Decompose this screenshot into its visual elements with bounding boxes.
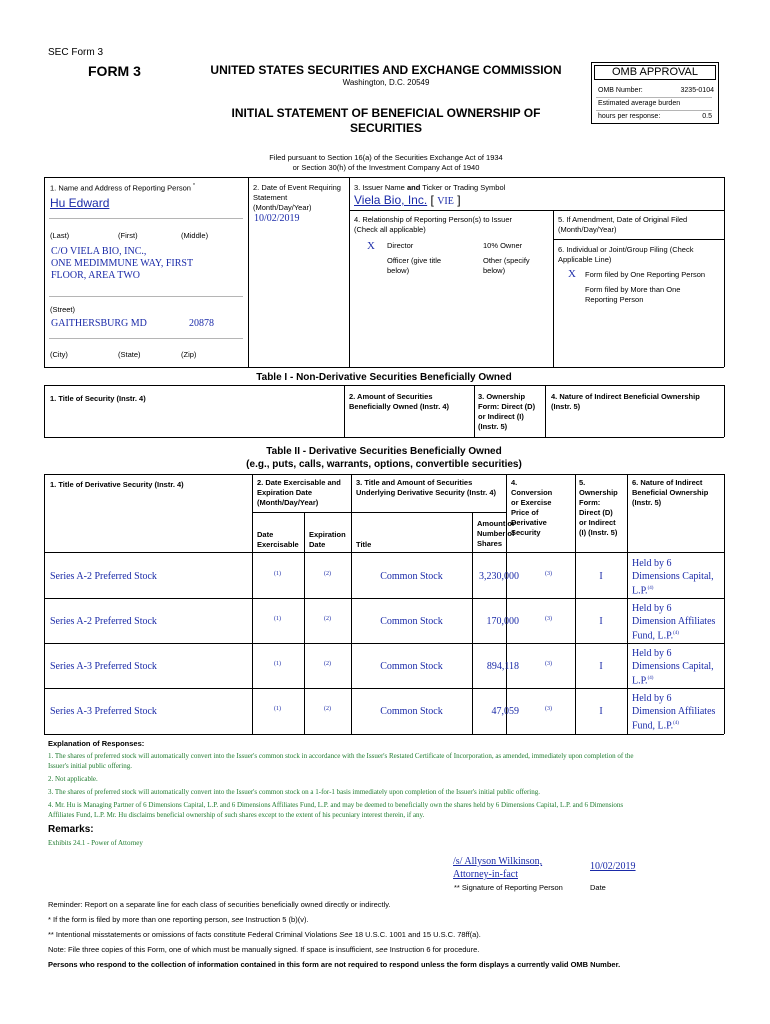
row-form: I	[599, 661, 603, 672]
file-copies-note: Note: File three copies of this Form, one of which must be manually signed. If space is insufficient, see Instruction 6 for procedure.	[48, 945, 480, 954]
row-title: Series A-3 Preferred Stock	[50, 661, 157, 672]
table2-col-conversion: 4. Conversion or Exercise Price of Derivative Security	[511, 478, 553, 537]
table2-col-expiration: Expiration Date	[309, 530, 346, 549]
form-title: FORM 3	[88, 63, 141, 79]
table2-col-underlying-title: Title	[356, 540, 372, 549]
reporting-person-name[interactable]: Hu Edward	[50, 196, 110, 210]
signature-date-label: Date	[590, 883, 606, 892]
row-form: I	[599, 571, 603, 582]
row-exercisable-fn: (1)	[274, 616, 281, 622]
row-amount: 3,230,000	[479, 571, 519, 582]
row-conversion-fn: (3)	[545, 616, 552, 622]
director-check: X	[367, 240, 375, 252]
omb-number-value: 3235-0104	[680, 87, 714, 94]
reporting-person-label: 1. Name and Address of Reporting Person *	[50, 183, 195, 193]
table2-col-nature: 6. Nature of Indirect Beneficial Ownership (Instr. 5)	[632, 478, 709, 507]
table2-col-amount: Amount or Number of Shares	[477, 519, 515, 548]
row-amount: 47,059	[491, 706, 519, 717]
omb-approval-title: OMB APPROVAL	[594, 65, 716, 80]
issuer-name-ticker: Viela Bio, Inc. [ VIE ]	[354, 193, 461, 207]
row-nature: Held by 6 Dimensions Capital, L.P.$^{(4)}$	[632, 648, 714, 687]
signature-date-value: 10/02/2019	[590, 861, 636, 872]
other-label: Other (specify below)	[483, 256, 530, 275]
table1-col-nature: 4. Nature of Indirect Beneficial Ownership (Instr. 5)	[551, 392, 700, 411]
table2-col-dates: 2. Date Exercisable and Expiration Date (Month/Day/Year)	[257, 478, 341, 507]
footnote-single-star: * If the form is filed by more than one reporting person, see Instruction 5 (b)(v).	[48, 915, 309, 924]
row-exercisable-fn: (1)	[274, 571, 281, 577]
omb-hours-value: 0.5	[702, 113, 712, 120]
footnote-1: 1. The shares of preferred stock will automatically convert into the Issuer's common stock in accordance with the Issuer's Restated Certificate of Incorporation, as amended, immediately upon completion of the Issuer's initial public offering.	[48, 752, 634, 770]
row-expiration-fn: (2)	[324, 706, 331, 712]
table2-col-underlying: 3. Title and Amount of Securities Underlying Derivative Security (Instr. 4)	[356, 478, 497, 497]
row-conversion-fn: (3)	[545, 661, 552, 667]
row-title: Series A-3 Preferred Stock	[50, 706, 157, 717]
state-label: (State)	[118, 350, 141, 359]
footer-notes	[48, 897, 620, 972]
street-label: (Street)	[50, 305, 76, 314]
first-label: (First)	[118, 231, 138, 240]
row-security: Common Stock	[380, 706, 443, 717]
table1-col-ownership: 3. Ownership Form: Direct (D) or Indirect (I) (Instr. 5)	[478, 392, 536, 431]
row-title: Series A-2 Preferred Stock	[50, 571, 157, 582]
address-block	[51, 246, 193, 282]
row-exercisable-fn: (1)	[274, 661, 281, 667]
address-line1: C/O VIELA BIO, INC.,	[51, 246, 147, 257]
table2-col-ownership: 5. Ownership Form: Direct (D) or Indirect (I) (Instr. 5)	[579, 478, 618, 537]
row-nature: Held by 6 Dimension Affiliates Fund, L.P.$^{(4)}$	[632, 693, 716, 732]
table1-title: Table I - Non-Derivative Securities Beneficially Owned	[256, 372, 512, 383]
relationship-label: 4. Relationship of Reporting Person(s) to Issuer (Check all applicable)	[354, 215, 512, 234]
explanation-footnotes	[48, 751, 724, 820]
sec-form-label: SEC Form 3	[48, 47, 104, 58]
address-line2: ONE MEDIMMUNE WAY, FIRST	[51, 258, 194, 269]
last-label: (Last)	[50, 231, 70, 240]
row-security: Common Stock	[380, 661, 443, 672]
row-expiration-fn: (2)	[324, 571, 331, 577]
reminder-text: Reminder: Report on a separate line for each class of securities beneficially owned directly or indirectly.	[48, 900, 391, 909]
table2-title: Table II - Derivative Securities Beneficially Owned (e.g., puts, calls, warrants, options, convertible securities)	[246, 446, 522, 470]
row-form: I	[599, 616, 603, 627]
filed-pursuant-line2: or Section 30(h) of the Investment Company Act of 1940	[292, 163, 480, 172]
row-amount: 170,000	[486, 616, 519, 627]
row-amount: 894,118	[486, 661, 519, 672]
table2-col-date-exercisable: Date Exercisable	[257, 530, 299, 549]
row-conversion-fn: (3)	[545, 706, 552, 712]
event-date-value: 10/02/2019	[254, 213, 300, 224]
amendment-label: 5. If Amendment, Date of Original Filed (Month/Day/Year)	[558, 215, 688, 234]
footnote-4: 4. Mr. Hu is Managing Partner of 6 Dimensions Capital, L.P. and 6 Dimensions Affiliates Fund, L.P. and may be deemed to beneficially own the shares held by 6 Dimensions Capital, L.P. and 6 Dimensions Affiliates Fund, L.P. Mr. Hu disclaims beneficial ownership of such shares except to the extent of his pecuniary interest therein, if any.	[48, 801, 624, 819]
row-nature: Held by 6 Dimensions Capital, L.P.$^{(4)}$	[632, 558, 714, 597]
row-title: Series A-2 Preferred Stock	[50, 616, 157, 627]
ten-percent-owner-label: 10% Owner	[483, 241, 523, 250]
officer-label: Officer (give title below)	[387, 256, 442, 275]
row-security: Common Stock	[380, 571, 443, 582]
commission-title: UNITED STATES SECURITIES AND EXCHANGE COMMISSION	[210, 63, 562, 77]
omb-number-label: OMB Number:	[598, 87, 643, 94]
issuer-name-link[interactable]: Viela Bio, Inc.	[354, 193, 428, 207]
issuer-label: 3. Issuer Name and Ticker or Trading Symbol	[354, 183, 506, 192]
omb-burden-label: Estimated average burden	[598, 100, 681, 107]
omb-approval-box	[591, 62, 719, 124]
row-form: I	[599, 706, 603, 717]
director-label: Director	[387, 241, 414, 250]
statement-title-line2: SECURITIES	[349, 121, 422, 135]
filed-pursuant-line1: Filed pursuant to Section 16(a) of the Securities Exchange Act of 1934	[269, 153, 503, 162]
zip-value: 20878	[189, 318, 214, 329]
footnote-2: 2. Not applicable.	[48, 775, 98, 783]
more-reporting-persons-label: Form filed by More than One Reporting Person	[585, 285, 681, 304]
filing-type-label: 6. Individual or Joint/Group Filing (Check Applicable Line)	[558, 245, 694, 264]
row-conversion-fn: (3)	[545, 571, 552, 577]
table1-col-amount: 2. Amount of Securities Beneficially Owned (Instr. 4)	[349, 392, 450, 411]
signature-value[interactable]: /s/ Allyson Wilkinson, Attorney-in-fact	[453, 856, 543, 880]
remarks-title: Remarks:	[48, 824, 94, 835]
city-state-value: GAITHERSBURG MD	[51, 318, 147, 329]
explanation-title: Explanation of Responses:	[48, 739, 145, 748]
commission-location: Washington, D.C. 20549	[342, 78, 430, 87]
address-line3: FLOOR, AREA TWO	[51, 270, 140, 281]
footnote-3: 3. The shares of preferred stock will automatically convert into the Issuer's common stock on a 1-for-1 basis immediately upon completion of the Issuer's initial public offering.	[48, 788, 540, 796]
row-expiration-fn: (2)	[324, 661, 331, 667]
table1-col-title: 1. Title of Security (Instr. 4)	[50, 394, 146, 403]
middle-label: (Middle)	[181, 231, 209, 240]
zip-label: (Zip)	[181, 350, 197, 359]
row-nature: Held by 6 Dimension Affiliates Fund, L.P.$^{(4)}$	[632, 603, 716, 642]
signature-label: ** Signature of Reporting Person	[454, 883, 563, 892]
footnote-double-star: ** Intentional misstatements or omissions of facts constitute Federal Criminal Violations See 18 U.S.C. 1001 and 15 U.S.C. 78ff(a).	[48, 930, 481, 939]
statement-title-line1: INITIAL STATEMENT OF BENEFICIAL OWNERSHIP OF	[231, 106, 541, 120]
table2-col-title: 1. Title of Derivative Security (Instr. 4)	[50, 480, 184, 489]
omb-disclaimer: Persons who respond to the collection of information contained in this form are not required to respond unless the form displays a currently valid OMB Number.	[48, 960, 621, 969]
one-reporting-person-label: Form filed by One Reporting Person	[585, 270, 706, 279]
row-expiration-fn: (2)	[324, 616, 331, 622]
ticker-value: VIE	[437, 196, 454, 207]
row-exercisable-fn: (1)	[274, 706, 281, 712]
city-label: (City)	[50, 350, 68, 359]
row-security: Common Stock	[380, 616, 443, 627]
event-date-label: 2. Date of Event Requiring Statement (Month/Day/Year)	[253, 183, 341, 212]
remarks-text: Exhibits 24.1 - Power of Attorney	[48, 839, 143, 847]
one-reporting-person-check: X	[568, 268, 576, 280]
omb-hours-label: hours per response:	[598, 113, 661, 120]
